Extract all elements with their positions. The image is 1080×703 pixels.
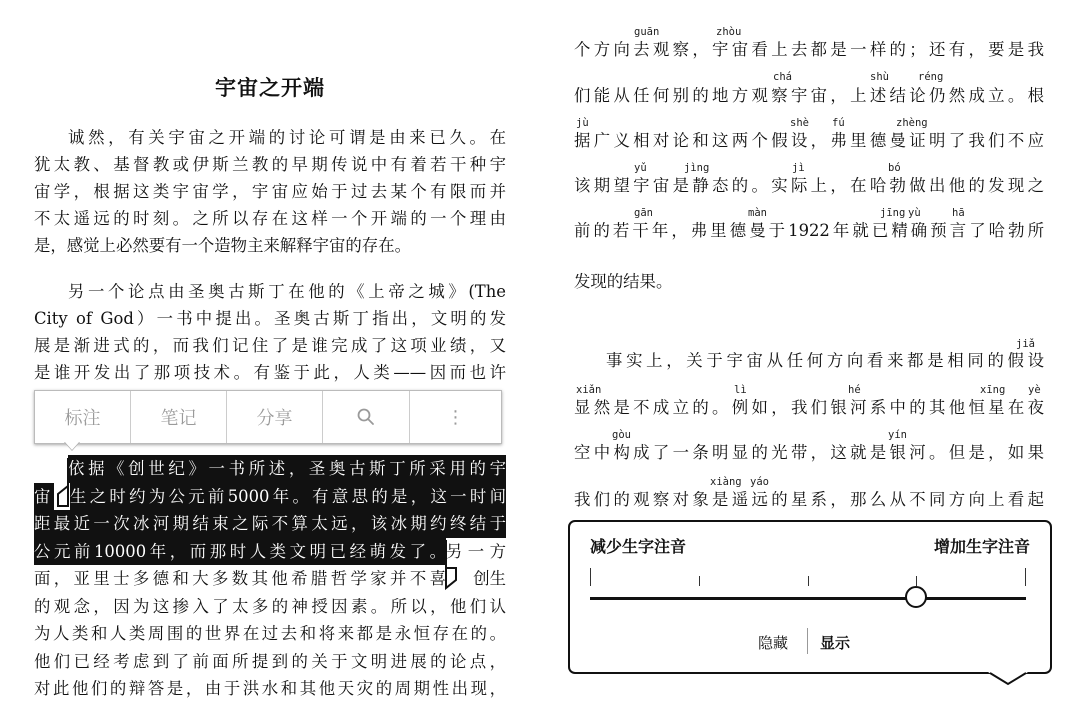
text-line: 的观念，因为这掺入了太多的神授因素。所以，他们认 <box>34 596 506 616</box>
slider-tick <box>699 576 700 586</box>
text-line: 前的若干年，弗里德曼于1922年就已精确预言了哈勃所 <box>574 221 1044 240</box>
text-line: 展是渐进式的，而我们记住了是谁完成了这项业绩，又 <box>34 336 506 355</box>
slider-track[interactable] <box>590 597 1026 600</box>
slider-thumb[interactable] <box>905 586 927 608</box>
highlight-line <box>34 538 506 566</box>
highlight-text: 公元前10000年，而那时人类文明已经萌发了。 <box>34 538 446 566</box>
text-line: 诚然，有关宇宙之开端的讨论可谓是由来已久。在 <box>68 128 506 147</box>
pinyin-annotation: jiǎ <box>1016 338 1035 350</box>
text-line: 空中构成了一条明显的光带，这就是银河。但是，如果 <box>574 443 1044 462</box>
pinyin-annotation: hā <box>952 207 965 219</box>
divider <box>807 628 808 654</box>
pinyin-annotation: màn <box>748 207 767 219</box>
pinyin-annotation: jìng <box>684 162 710 174</box>
pinyin-annotation: zhèng <box>896 117 928 129</box>
selection-toolbar <box>34 390 502 444</box>
slider-tick <box>916 576 917 586</box>
left-page <box>0 0 540 699</box>
pinyin-annotation: jīng <box>880 207 906 219</box>
slider-tick <box>1025 568 1026 586</box>
annotate-button[interactable]: 标注 <box>35 391 131 443</box>
increase-annotation-label[interactable]: 增加生字注音 <box>933 537 1030 556</box>
decrease-annotation-label[interactable]: 减少生字注音 <box>590 537 687 556</box>
text-fragment: 面，亚里士多德和大多数其他希腊哲学家并不喜 <box>34 569 446 588</box>
note-button[interactable]: 笔记 <box>131 391 227 443</box>
chapter-title: 宇宙之开端 <box>215 76 325 100</box>
text-line: 是，感觉上必然要有一个造物主来解释宇宙的存在。 <box>34 236 411 255</box>
pinyin-annotation: xīng <box>980 384 1006 396</box>
text-line: 该期望宇宙是静态的。实际上，在哈勃做出他的发现之 <box>574 176 1044 195</box>
pinyin-annotation: yǔ <box>634 162 647 174</box>
right-page <box>540 0 1080 685</box>
pinyin-annotation: gān <box>634 207 653 219</box>
text-line: 犹太教、基督教或伊斯兰教的早期传说中有着若干种宇 <box>34 155 506 174</box>
pinyin-density-slider[interactable] <box>590 566 1028 612</box>
search-button[interactable] <box>323 391 410 443</box>
popup-pointer <box>988 672 1028 685</box>
pinyin-annotation: jì <box>792 162 805 174</box>
toolbar-pointer <box>64 441 80 450</box>
pinyin-annotation: yáo <box>750 476 769 488</box>
highlight-text: 生之时约为公元前5000年。有意思的是，这一时间 <box>70 483 506 511</box>
paragraph-1 <box>34 124 506 259</box>
highlight-line <box>34 483 506 511</box>
text-fragment: 创生 <box>473 569 506 588</box>
pinyin-density-popup <box>568 520 1052 674</box>
pinyin-annotation: hé <box>848 384 861 396</box>
pinyin-annotation: réng <box>918 71 944 83</box>
highlight-text: 宙 <box>34 483 54 511</box>
highlight-line <box>34 455 506 483</box>
text-line: 事实上，关于宇宙从任何方向看来都是相同的假设 <box>606 351 1044 370</box>
text-line: 对此他们的辩答是，由于洪水和其他天灾的周期性出现， <box>34 679 506 699</box>
pinyin-annotation: bó <box>888 162 901 174</box>
pinyin-annotation: yín <box>888 429 907 441</box>
text-line: 他们已经考虑到了前面所提到的关于文明进展的论点， <box>34 651 506 671</box>
slider-tick <box>808 576 809 586</box>
text-line: 显然是不成立的。例如，我们银河系中的其他恒星在夜 <box>574 398 1044 417</box>
paragraph-3 <box>34 565 506 703</box>
paragraph-2 <box>34 278 506 386</box>
highlight-block <box>34 455 506 565</box>
share-button[interactable]: 分享 <box>227 391 323 443</box>
text-line: 我们的观察对象是遥远的星系，那么从不同方向上看起 <box>574 490 1044 509</box>
text-line: 另一个论点由圣奥古斯丁在他的《上帝之城》(The <box>68 282 506 301</box>
pinyin-annotation: fú <box>832 117 845 129</box>
more-options-button[interactable]: ⋮ <box>446 406 465 428</box>
text-line: 宙学，根据这类宇宙学，宇宙应始于过去某个有限而并 <box>34 182 506 201</box>
text-line: 为人类和人类周围的世界在过去和将来都是永恒存在的。 <box>34 624 506 644</box>
text-fragment: 另一方 <box>446 541 506 561</box>
text-line: 们能从任何别的地方观察宇宙，上述结论仍然成立。根 <box>574 86 1044 105</box>
show-button[interactable]: 显示 <box>820 634 851 652</box>
pinyin-annotation: zhòu <box>716 26 742 38</box>
text-line: 个方向去观察，宇宙看上去都是一样的；还有，要是我 <box>574 40 1044 59</box>
pinyin-annotation: xiǎn <box>576 384 602 396</box>
text-line: 不太遥远的时刻。之所以存在这样一个开端的一个理由 <box>34 209 506 228</box>
pinyin-annotation: yù <box>908 207 921 219</box>
selection-start-handle[interactable] <box>52 456 72 508</box>
text-line: City of God）一书中提出。圣奥古斯丁指出，文明的发 <box>34 309 506 328</box>
text-line <box>34 565 506 593</box>
pinyin-annotation: chá <box>773 71 792 83</box>
pinyin-annotation: gòu <box>612 429 631 441</box>
text-line: 据广义相对论和这两个假设，弗里德曼证明了我们不应 <box>574 131 1044 150</box>
pinyin-annotation: lì <box>734 384 747 396</box>
text-line: 是谁开发出了那项技术。有鉴于此，人类——因而也许 <box>34 363 506 382</box>
hide-button[interactable]: 隐藏 <box>758 634 789 652</box>
search-icon <box>356 407 376 427</box>
highlight-line <box>34 510 506 538</box>
pinyin-annotation: yè <box>1028 384 1041 396</box>
pinyin-annotation: shè <box>790 117 809 129</box>
slider-tick <box>590 568 591 586</box>
highlight-text: 距最近一次冰河期结束之际不算太远，该冰期约终结于 <box>34 510 506 538</box>
pinyin-annotation: jù <box>576 117 589 129</box>
text-line: 发现的结果。 <box>574 272 673 291</box>
pinyin-annotation: shù <box>870 71 889 83</box>
pinyin-annotation: guān <box>634 26 660 38</box>
pinyin-annotation: xiàng <box>710 476 742 488</box>
highlight-text: 依据《创世纪》一书所述，圣奥古斯丁所采用的宇 <box>68 455 506 483</box>
